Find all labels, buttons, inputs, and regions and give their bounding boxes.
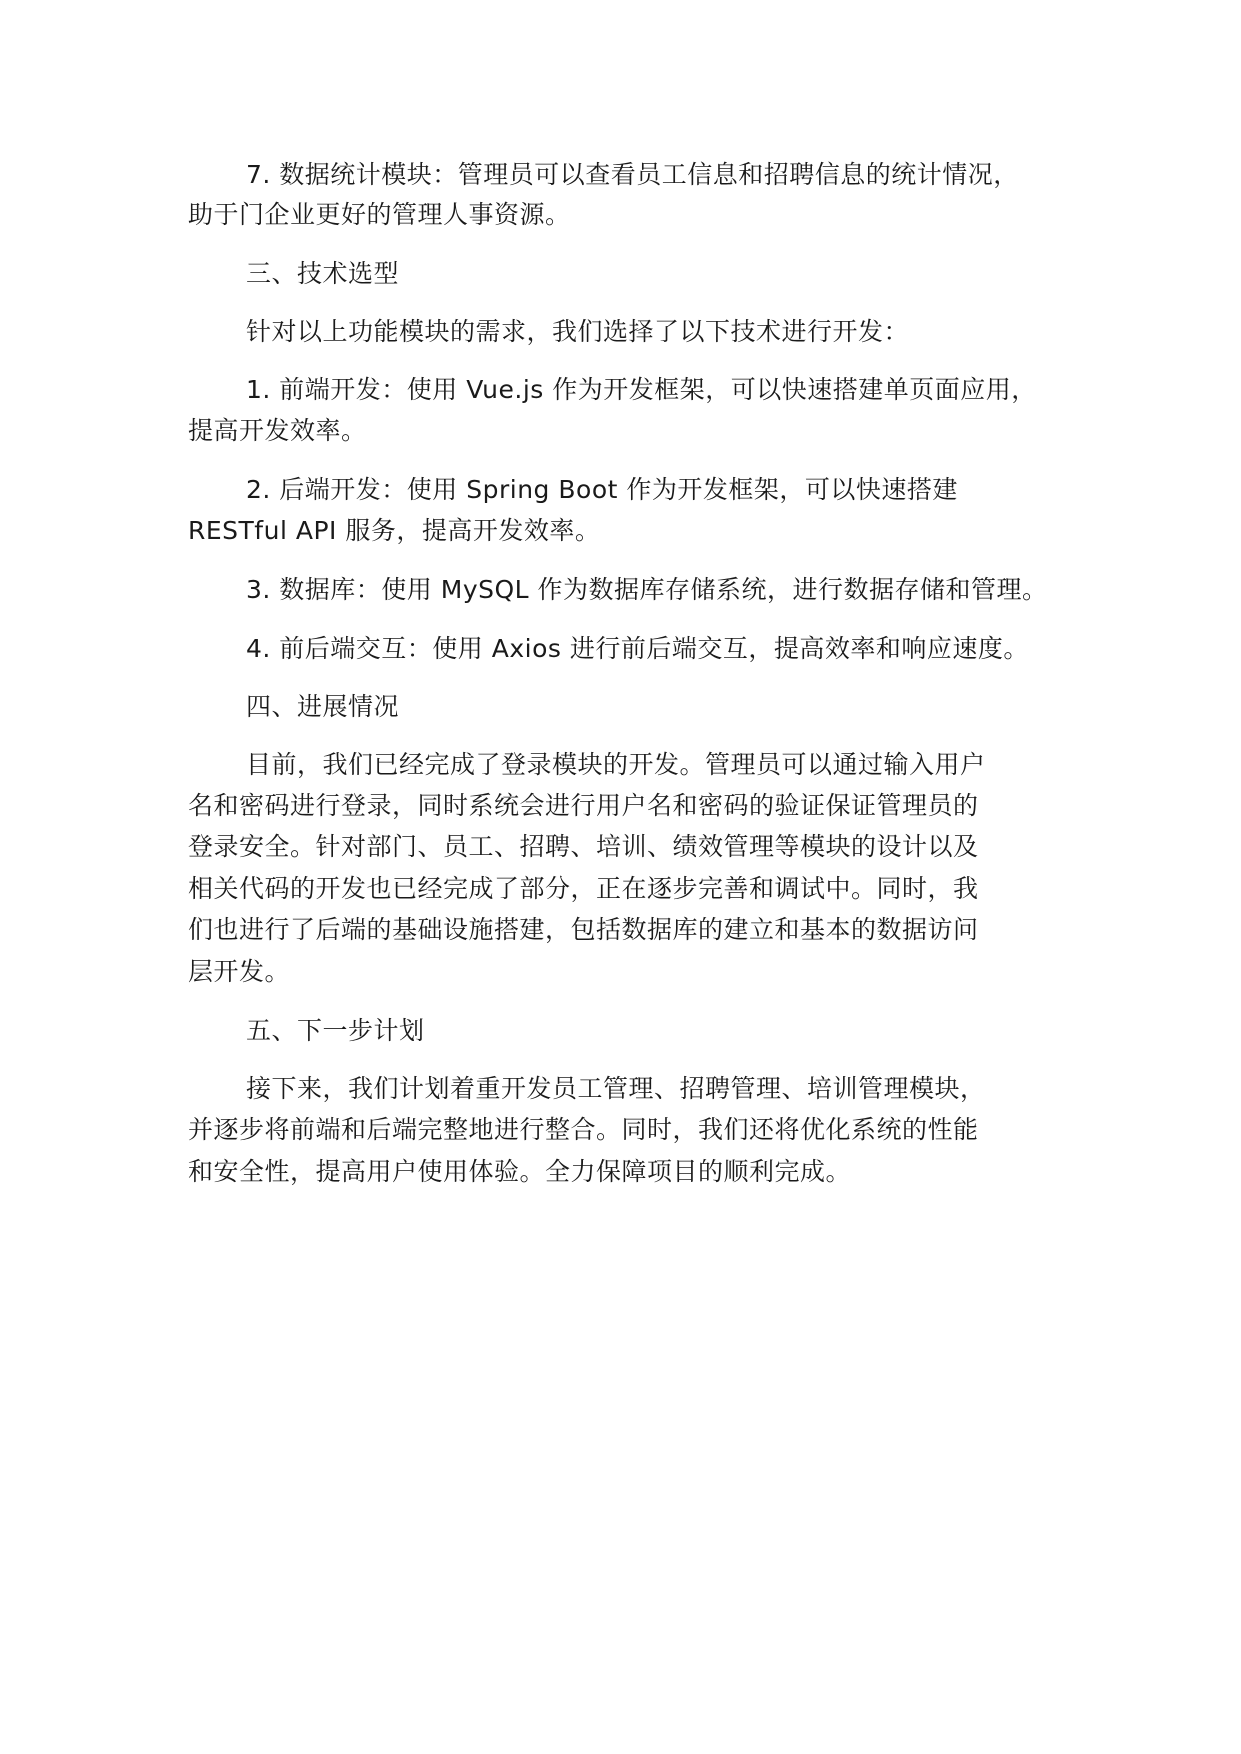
paragraph-progress-line-3: 登录安全。针对部门、员工、招聘、培训、绩效管理等模块的设计以及 [188, 832, 979, 861]
paragraph-tech-intro: 针对以上功能模块的需求，我们选择了以下技术进行开发： [246, 317, 910, 346]
paragraph-progress-line-4: 相关代码的开发也已经完成了部分，正在逐步完善和调试中。同时，我 [188, 874, 979, 903]
paragraph-next-steps-line-1: 接下来，我们计划着重开发员工管理、招聘管理、培训管理模块， [246, 1074, 986, 1103]
paragraph-progress-line-6: 层开发。 [188, 957, 291, 986]
paragraph-database: 3. 数据库：使用 MySQL 作为数据库存储系统，进行数据存储和管理。 [246, 575, 1048, 604]
paragraph-progress-line-1: 目前，我们已经完成了登录模块的开发。管理员可以通过输入用户 [246, 750, 986, 779]
section-heading-progress: 四、进展情况 [246, 692, 400, 721]
section-heading-next-steps: 五、下一步计划 [246, 1016, 425, 1045]
paragraph-backend-line-1: 2. 后端开发：使用 Spring Boot 作为开发框架，可以快速搭建 [246, 475, 958, 504]
paragraph-frontend-line-2: 提高开发效率。 [188, 416, 367, 445]
paragraph-frontend-backend-interaction: 4. 前后端交互：使用 Axios 进行前后端交互，提高效率和响应速度。 [246, 634, 1029, 663]
paragraph-next-steps-line-2: 并逐步将前端和后端完整地进行整合。同时，我们还将优化系统的性能 [188, 1115, 979, 1144]
paragraph-progress-line-2: 名和密码进行登录，同时系统会进行用户名和密码的验证保证管理员的 [188, 791, 979, 820]
section-heading-tech-selection: 三、技术选型 [246, 259, 400, 288]
paragraph-backend-line-2: RESTful API 服务，提高开发效率。 [188, 516, 601, 545]
paragraph-next-steps-line-3: 和安全性，提高用户使用体验。全力保障项目的顺利完成。 [188, 1157, 852, 1186]
paragraph-frontend-line-1: 1. 前端开发：使用 Vue.js 作为开发框架，可以快速搭建单页面应用， [246, 375, 1037, 404]
paragraph-stats-module-line-2: 助于门企业更好的管理人事资源。 [188, 200, 571, 229]
paragraph-progress-line-5: 们也进行了后端的基础设施搭建，包括数据库的建立和基本的数据访问 [188, 915, 979, 944]
paragraph-stats-module-line-1: 7. 数据统计模块：管理员可以查看员工信息和招聘信息的统计情况， [246, 160, 1019, 189]
